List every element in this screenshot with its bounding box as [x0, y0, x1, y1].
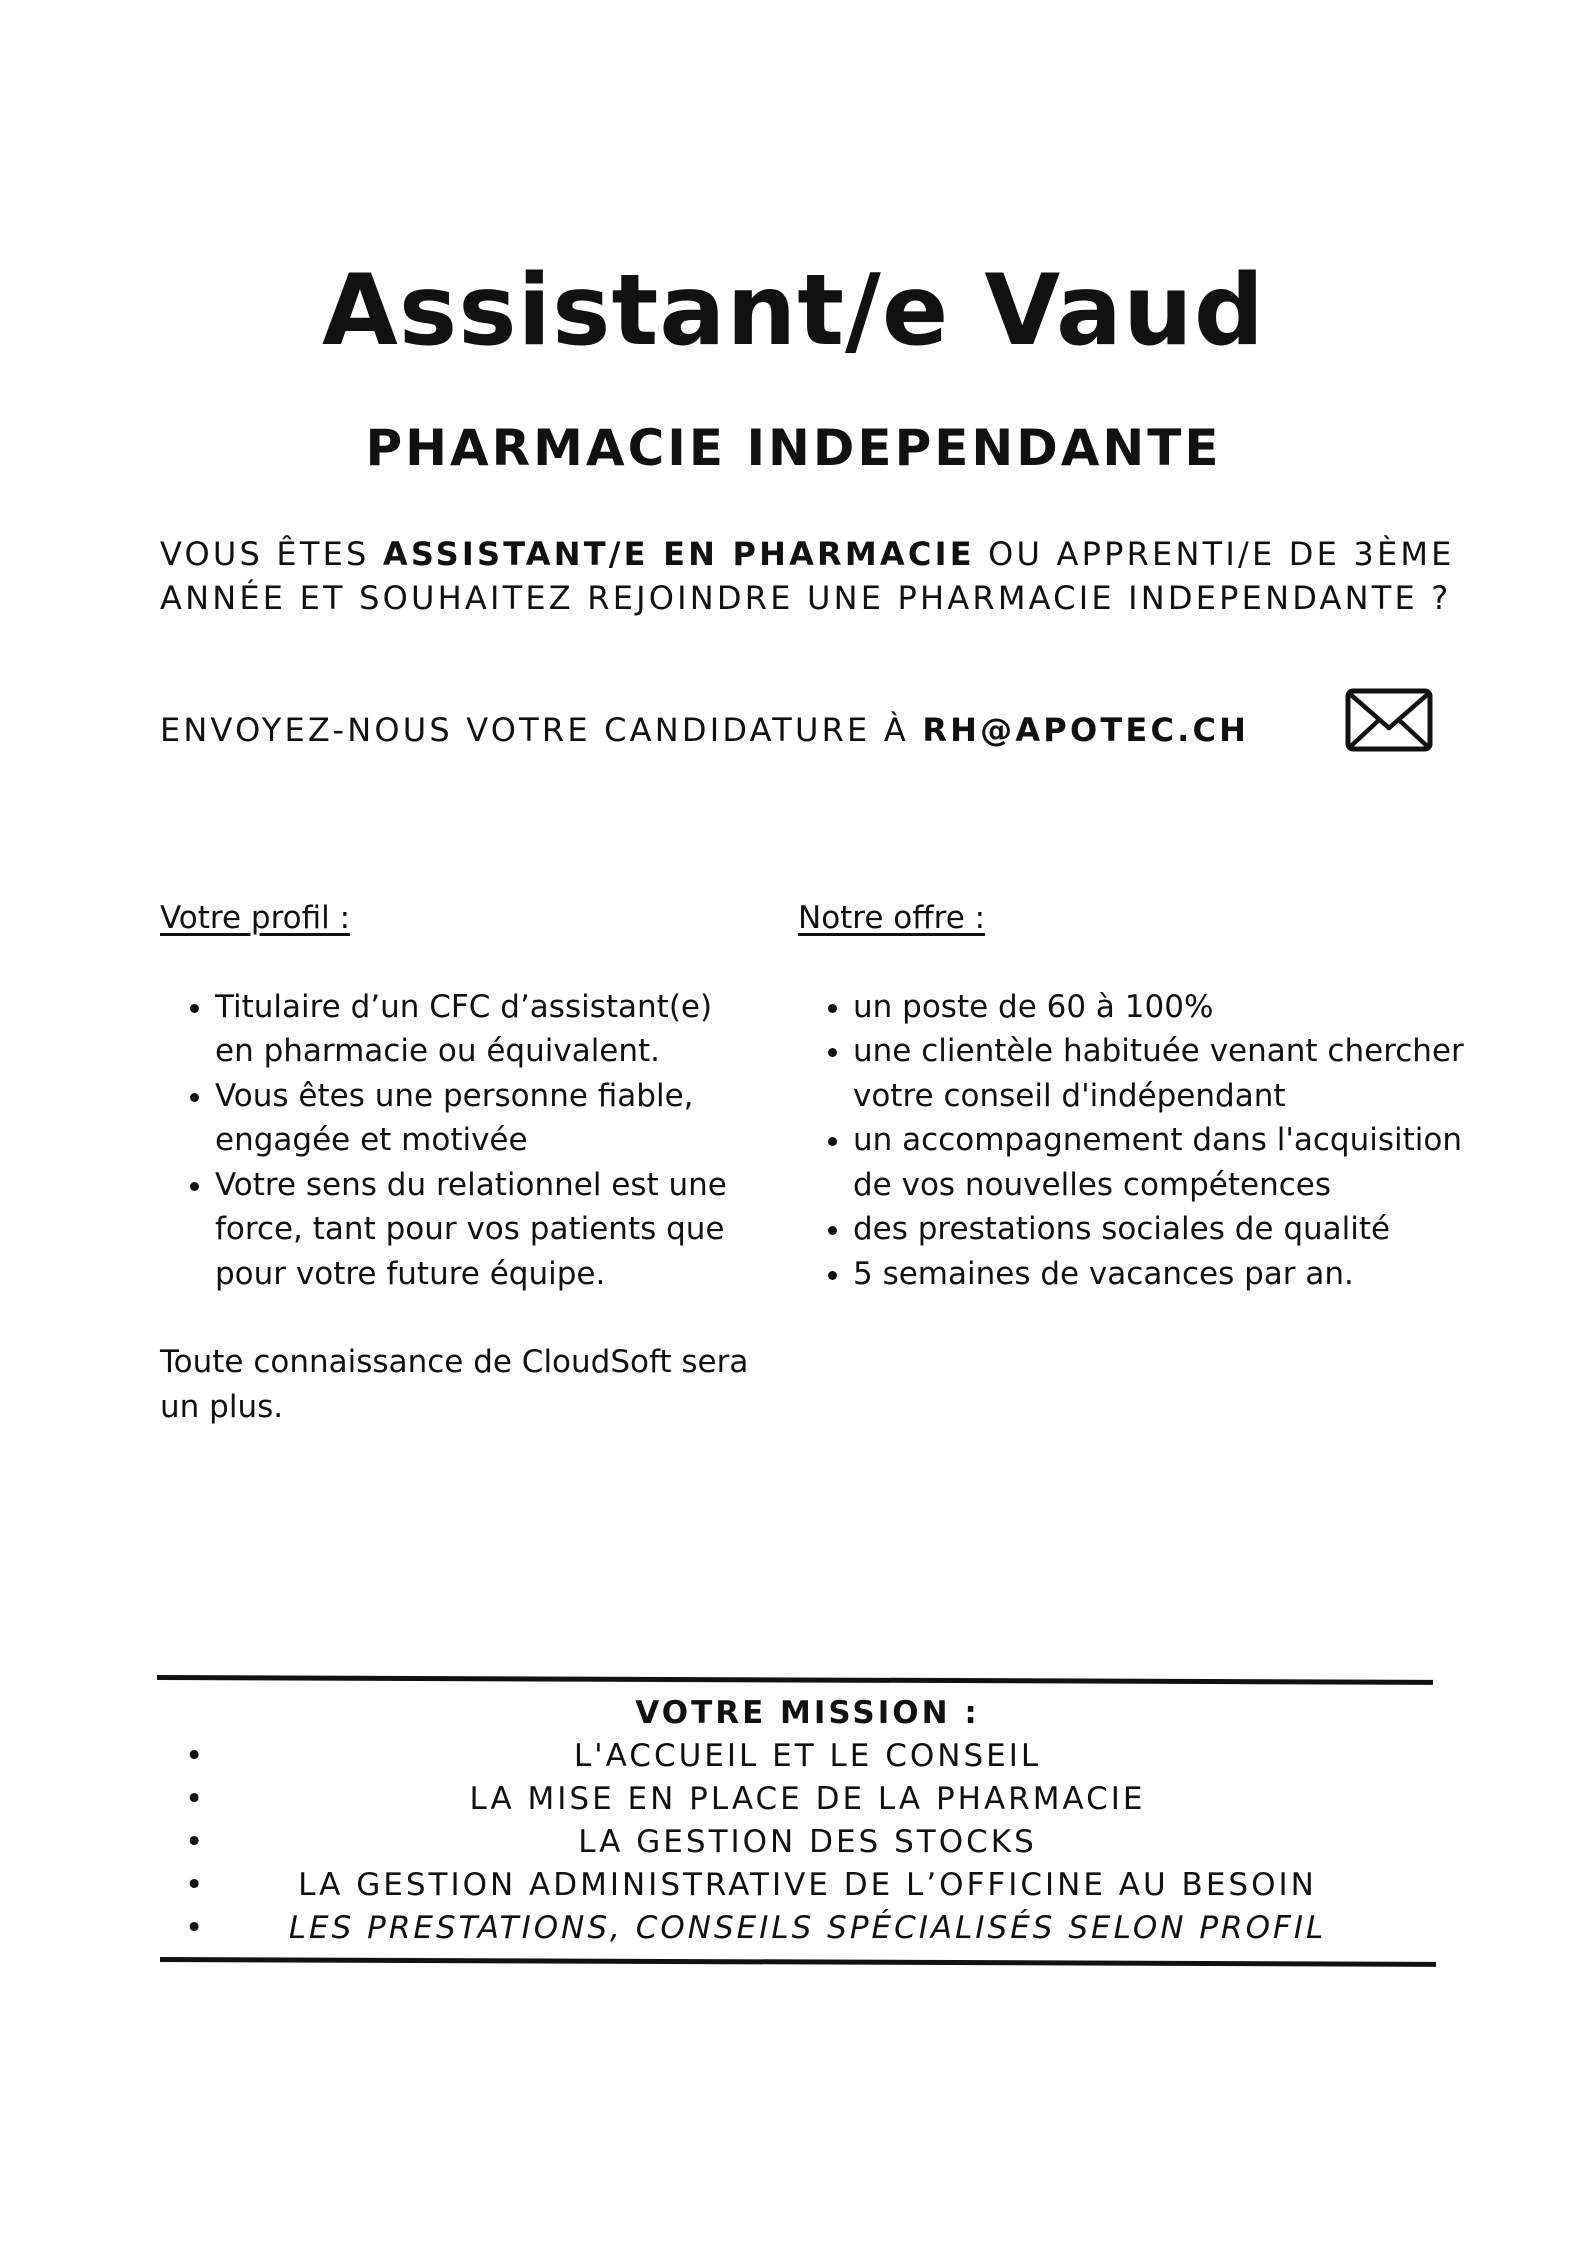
offer-section: [798, 896, 1478, 1296]
list-item: • Votre sens du relationnel est une force, tant pour vos patients que pour votre future équipe.: [215, 1163, 760, 1297]
divider-bottom: [160, 1957, 1436, 1967]
bullet: •: [185, 1738, 204, 1774]
offer-heading: Notre offre :: [798, 900, 986, 936]
envelope-icon: [1345, 688, 1433, 752]
divider-top: [157, 1675, 1433, 1685]
list-item: • un poste de 60 à 100%: [853, 985, 1478, 1030]
list-item: • une clientèle habituée venant chercher votre conseil d'indépendant: [853, 1029, 1478, 1118]
intro-text: [160, 532, 1490, 620]
page-title: Assistant/e Vaud: [322, 254, 1265, 368]
offer-list: [798, 985, 1478, 1297]
bullet: •: [185, 1824, 204, 1860]
intro-part2: OU APPRENTI/E DE 3ÈME ANNÉE ET SOUHAITEZ REJOINDRE UNE PHARMACIE INDEPENDANTE ?: [160, 535, 1455, 617]
list-item: [160, 1778, 1455, 1821]
list-item: • 5 semaines de vacances par an.: [853, 1252, 1478, 1297]
list-item: [160, 1821, 1455, 1864]
list-item: [160, 1907, 1455, 1950]
intro-part1: VOUS ÊTES: [160, 535, 383, 573]
mission-heading: VOTRE MISSION :: [635, 1695, 980, 1731]
profile-list: [160, 985, 760, 1297]
list-item: [160, 1735, 1455, 1778]
profile-heading: Votre profil :: [160, 900, 351, 936]
profile-extra: Toute connaissance de CloudSoft sera un plus.: [160, 1344, 749, 1425]
list-item: • Titulaire d’un CFC d’assistant(e) en pharmacie ou équivalent.: [215, 985, 760, 1074]
mission-item-text: L'ACCUEIL ET LE CONSEIL: [573, 1738, 1042, 1774]
mission-list: [160, 1735, 1455, 1950]
list-item: • un accompagnement dans l'acquisition de vos nouvelles compétences: [853, 1118, 1478, 1207]
mission-section: [160, 1692, 1455, 1950]
mission-item-text: LES PRESTATIONS, CONSEILS SPÉCIALISÉS SELON PROFIL: [288, 1910, 1327, 1946]
mission-item-text: LA GESTION DES STOCKS: [578, 1824, 1037, 1860]
apply-text: ENVOYEZ-NOUS VOTRE CANDIDATURE À: [160, 711, 923, 749]
mission-item-text: LA MISE EN PLACE DE LA PHARMACIE: [469, 1781, 1146, 1817]
bullet: •: [185, 1867, 204, 1903]
intro-highlight: ASSISTANT/E EN PHARMACIE: [382, 535, 975, 573]
list-item: • Vous êtes une personne fiable, engagée et motivée: [215, 1074, 760, 1163]
apply-line: [160, 708, 1249, 752]
profile-section: [160, 896, 760, 1429]
list-item: [160, 1864, 1455, 1907]
list-item: • des prestations sociales de qualité: [853, 1207, 1478, 1252]
apply-email[interactable]: RH@APOTEC.CH: [922, 711, 1250, 749]
bullet: •: [185, 1910, 204, 1946]
page-subtitle: PHARMACIE INDEPENDANTE: [365, 419, 1222, 477]
mission-item-text: LA GESTION ADMINISTRATIVE DE L’OFFICINE AU BESOIN: [298, 1867, 1317, 1903]
bullet: •: [185, 1781, 204, 1817]
